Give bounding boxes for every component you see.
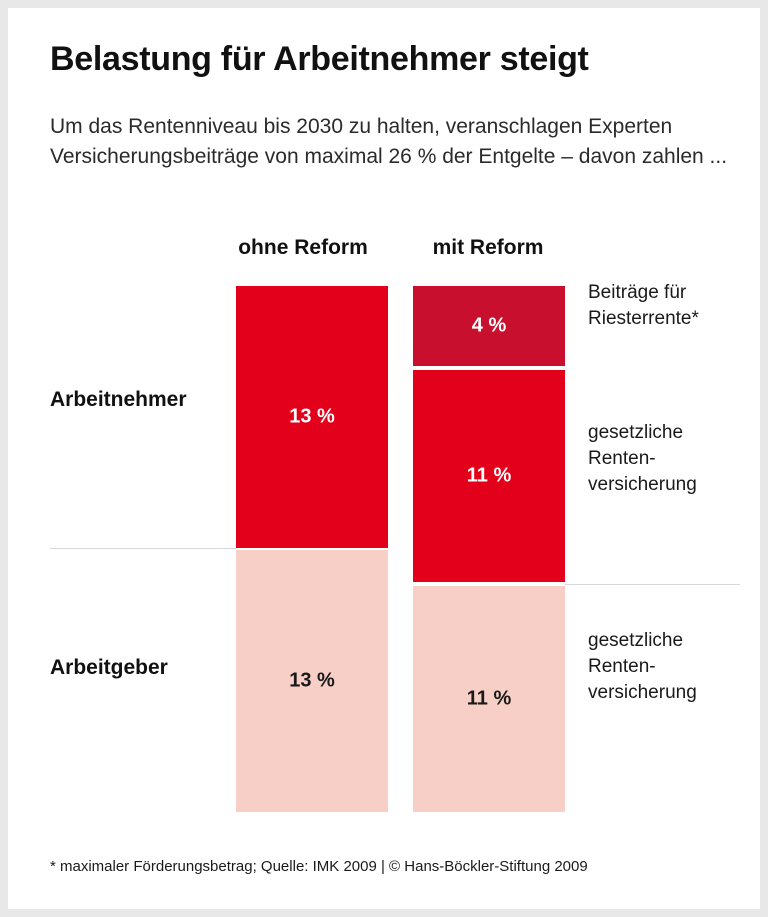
- row-label-arbeitnehmer: Arbeitnehmer: [50, 388, 187, 411]
- bar-mit-reform-arbeitgeber: [413, 586, 565, 812]
- page-title: Belastung für Arbeitnehmer steigt: [50, 40, 589, 78]
- annotation-riesterrente: Beiträge für Riesterrente*: [588, 282, 699, 329]
- column-header-ohne-reform: ohne Reform: [238, 236, 368, 259]
- row-label-arbeitgeber: Arbeitgeber: [50, 656, 168, 679]
- infographic-card: [8, 8, 760, 909]
- footnote-source: * maximaler Förderungsbetrag; Quelle: IMK 2009 | © Hans-Böckler-Stiftung 2009: [50, 858, 588, 875]
- bar-mit-reform-riester: [413, 286, 565, 366]
- bar-value-label: 13 %: [289, 669, 335, 692]
- bar-ohne-reform-arbeitgeber: [236, 550, 388, 812]
- divider-left: [50, 548, 236, 549]
- annotation-gesetzliche-rentenversicherung-bottom: gesetzliche Renten- versicherung: [588, 630, 697, 703]
- bar-value-label: 4 %: [471, 314, 507, 337]
- column-header-mit-reform: mit Reform: [432, 236, 544, 259]
- bar-mit-reform-arbeitnehmer: [413, 370, 565, 582]
- annotation-gesetzliche-rentenversicherung-top: gesetzliche Renten- versicherung: [588, 422, 697, 495]
- bar-value-label: 13 %: [289, 405, 335, 428]
- bar-ohne-reform-arbeitnehmer: [236, 286, 388, 548]
- divider-right: [565, 584, 740, 585]
- bar-value-label: 11 %: [466, 464, 512, 487]
- subtitle-text: Um das Rentenniveau bis 2030 zu halten, veranschlagen Experten Versicherungsbeiträge von maximal 26 % der Entgelte – davon zahlen ...: [50, 115, 728, 168]
- bar-value-label: 11 %: [466, 687, 512, 710]
